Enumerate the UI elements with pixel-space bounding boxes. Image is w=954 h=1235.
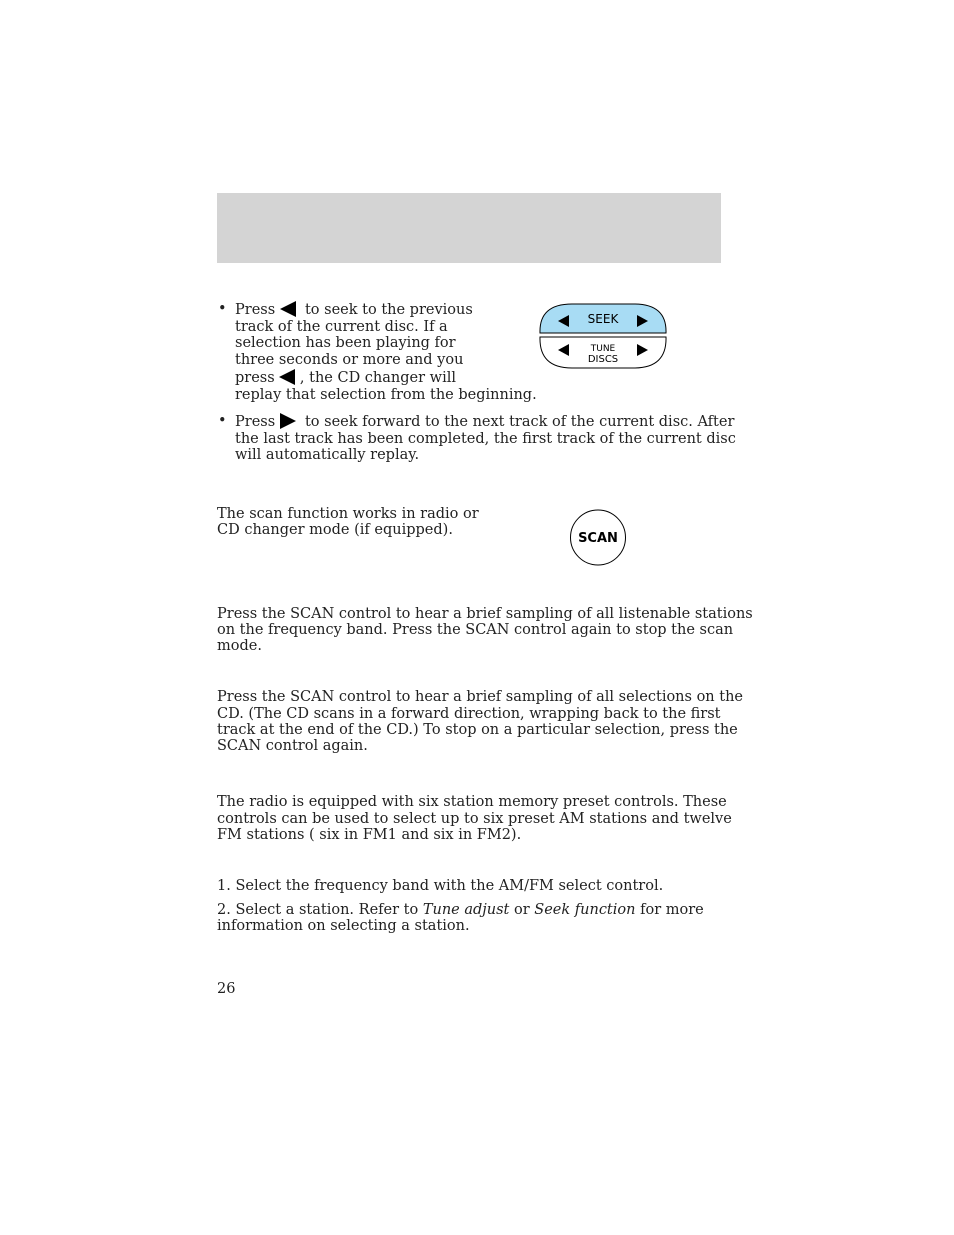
- cd-scan-line-1: Press the SCAN control to hear a brief sampling of all selections on the: [217, 689, 743, 705]
- press-text: Press: [235, 302, 276, 318]
- tune-adjust-reference: Tune adjust: [422, 902, 510, 918]
- press-text: Press: [235, 414, 276, 430]
- bullet-1-text: to seek to the previous: [304, 302, 473, 318]
- seek-left-icon: [280, 301, 296, 317]
- cd-scan-line-4: SCAN control again.: [217, 738, 368, 754]
- seek-function-reference: Seek function: [534, 902, 636, 918]
- presets-line-1: The radio is equipped with six station memory preset controls. These: [217, 794, 727, 810]
- scan-intro-line-2: CD changer mode (if equipped).: [217, 522, 453, 538]
- step-2-text-end: for more: [640, 902, 704, 918]
- bullet-2-line-2: the last track has been completed, the first track of the current disc: [235, 431, 736, 447]
- tune-label: TUNE: [590, 344, 616, 354]
- presets-line-3: FM stations ( six in FM1 and six in FM2).: [217, 827, 522, 843]
- cd-scan-line-3: track at the end of the CD.) To stop on a particular selection, press the: [217, 722, 738, 738]
- bullet-2-line-1: [235, 413, 734, 431]
- step-2-line-1: [217, 902, 704, 919]
- step-2-or: or: [514, 902, 530, 918]
- bullet-1-line-2: track of the current disc. If a: [235, 319, 448, 335]
- presets-line-2: controls can be used to select up to six preset AM stations and twelve: [217, 811, 732, 827]
- bullet-1-line-1: [235, 301, 473, 319]
- step-1: 1. Select the frequency band with the AM/FM select control.: [217, 878, 664, 894]
- radio-scan-line-2: on the frequency band. Press the SCAN control again to stop the scan: [217, 622, 734, 638]
- bullet-1-line-4: three seconds or more and you: [235, 352, 464, 368]
- bullet-1-line-6: replay that selection from the beginning.: [235, 387, 537, 403]
- bullet-dot: •: [218, 301, 227, 317]
- bullet-1-line-5: [235, 369, 456, 387]
- page-number: 26: [217, 981, 236, 997]
- section-header-band: [217, 193, 721, 263]
- seek-label: SEEK: [587, 312, 619, 326]
- radio-scan-line-1: Press the SCAN control to hear a brief sampling of all listenable stations: [217, 606, 753, 622]
- bullet-2-line-3: will automatically replay.: [235, 447, 420, 463]
- scan-button-diagram: [569, 509, 629, 569]
- radio-scan-line-3: mode.: [217, 638, 262, 654]
- step-2-line-2: information on selecting a station.: [217, 918, 470, 934]
- cd-scan-line-2: CD. (The CD scans in a forward direction, wrapping back to the first: [217, 706, 721, 722]
- bullet-1-text: , the CD changer will: [299, 370, 456, 386]
- scan-button-label: SCAN: [578, 531, 618, 546]
- seek-right-icon: [280, 413, 296, 429]
- bullet-1-line-3: selection has been playing for: [235, 335, 456, 351]
- seek-tune-diagram: [536, 302, 670, 372]
- discs-label: DISCS: [587, 354, 619, 365]
- bullet-2-text: to seek forward to the next track of the current disc. After: [304, 414, 735, 430]
- bullet-dot: •: [218, 413, 227, 429]
- scan-intro-line-1: The scan function works in radio or: [217, 506, 479, 522]
- step-2-text: 2. Select a station. Refer to: [217, 902, 419, 918]
- press-text: press: [235, 370, 275, 386]
- seek-left-icon: [279, 369, 295, 385]
